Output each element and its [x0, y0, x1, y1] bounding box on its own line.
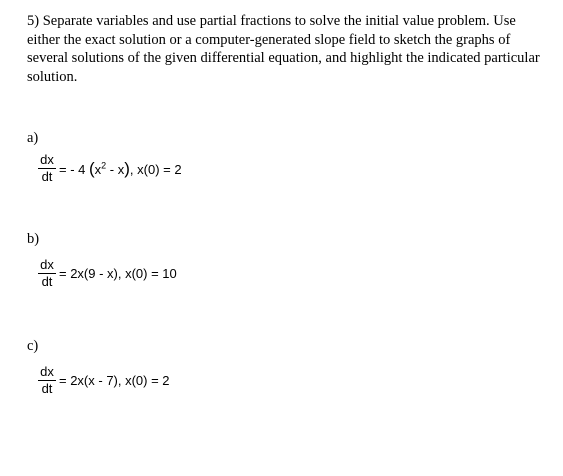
- fraction-denominator: dt: [41, 169, 53, 184]
- fraction-numerator: dx: [40, 152, 54, 167]
- part-a-equation: [38, 153, 182, 184]
- part-a-label: a): [27, 130, 39, 146]
- fraction-denominator: dt: [41, 274, 53, 289]
- equation-rhs: = 2x(9 - x), x(0) = 10: [59, 266, 177, 281]
- fraction-numerator: dx: [40, 257, 54, 272]
- derivative-fraction: [38, 258, 56, 289]
- part-b-label: b): [27, 231, 40, 247]
- fraction-denominator: dt: [41, 381, 53, 396]
- equation-rhs: = - 4 $(x^2 - x)$, x(0) = 2: [59, 159, 182, 178]
- problem-statement: 5) Separate variables and use partial fractions to solve the initial value problem. Use either the exact solution or a computer-generated slope field to sketch the graphs of several solutions of the given differential equation, and highlight the indicated particular solution.: [27, 13, 540, 85]
- derivative-fraction: [38, 153, 56, 184]
- derivative-fraction: [38, 365, 56, 396]
- part-b-equation: [38, 258, 177, 289]
- part-c-equation: [38, 365, 170, 396]
- equation-rhs: = 2x(x - 7), x(0) = 2: [59, 373, 170, 388]
- fraction-numerator: dx: [40, 364, 54, 379]
- part-c-label: c): [27, 338, 39, 354]
